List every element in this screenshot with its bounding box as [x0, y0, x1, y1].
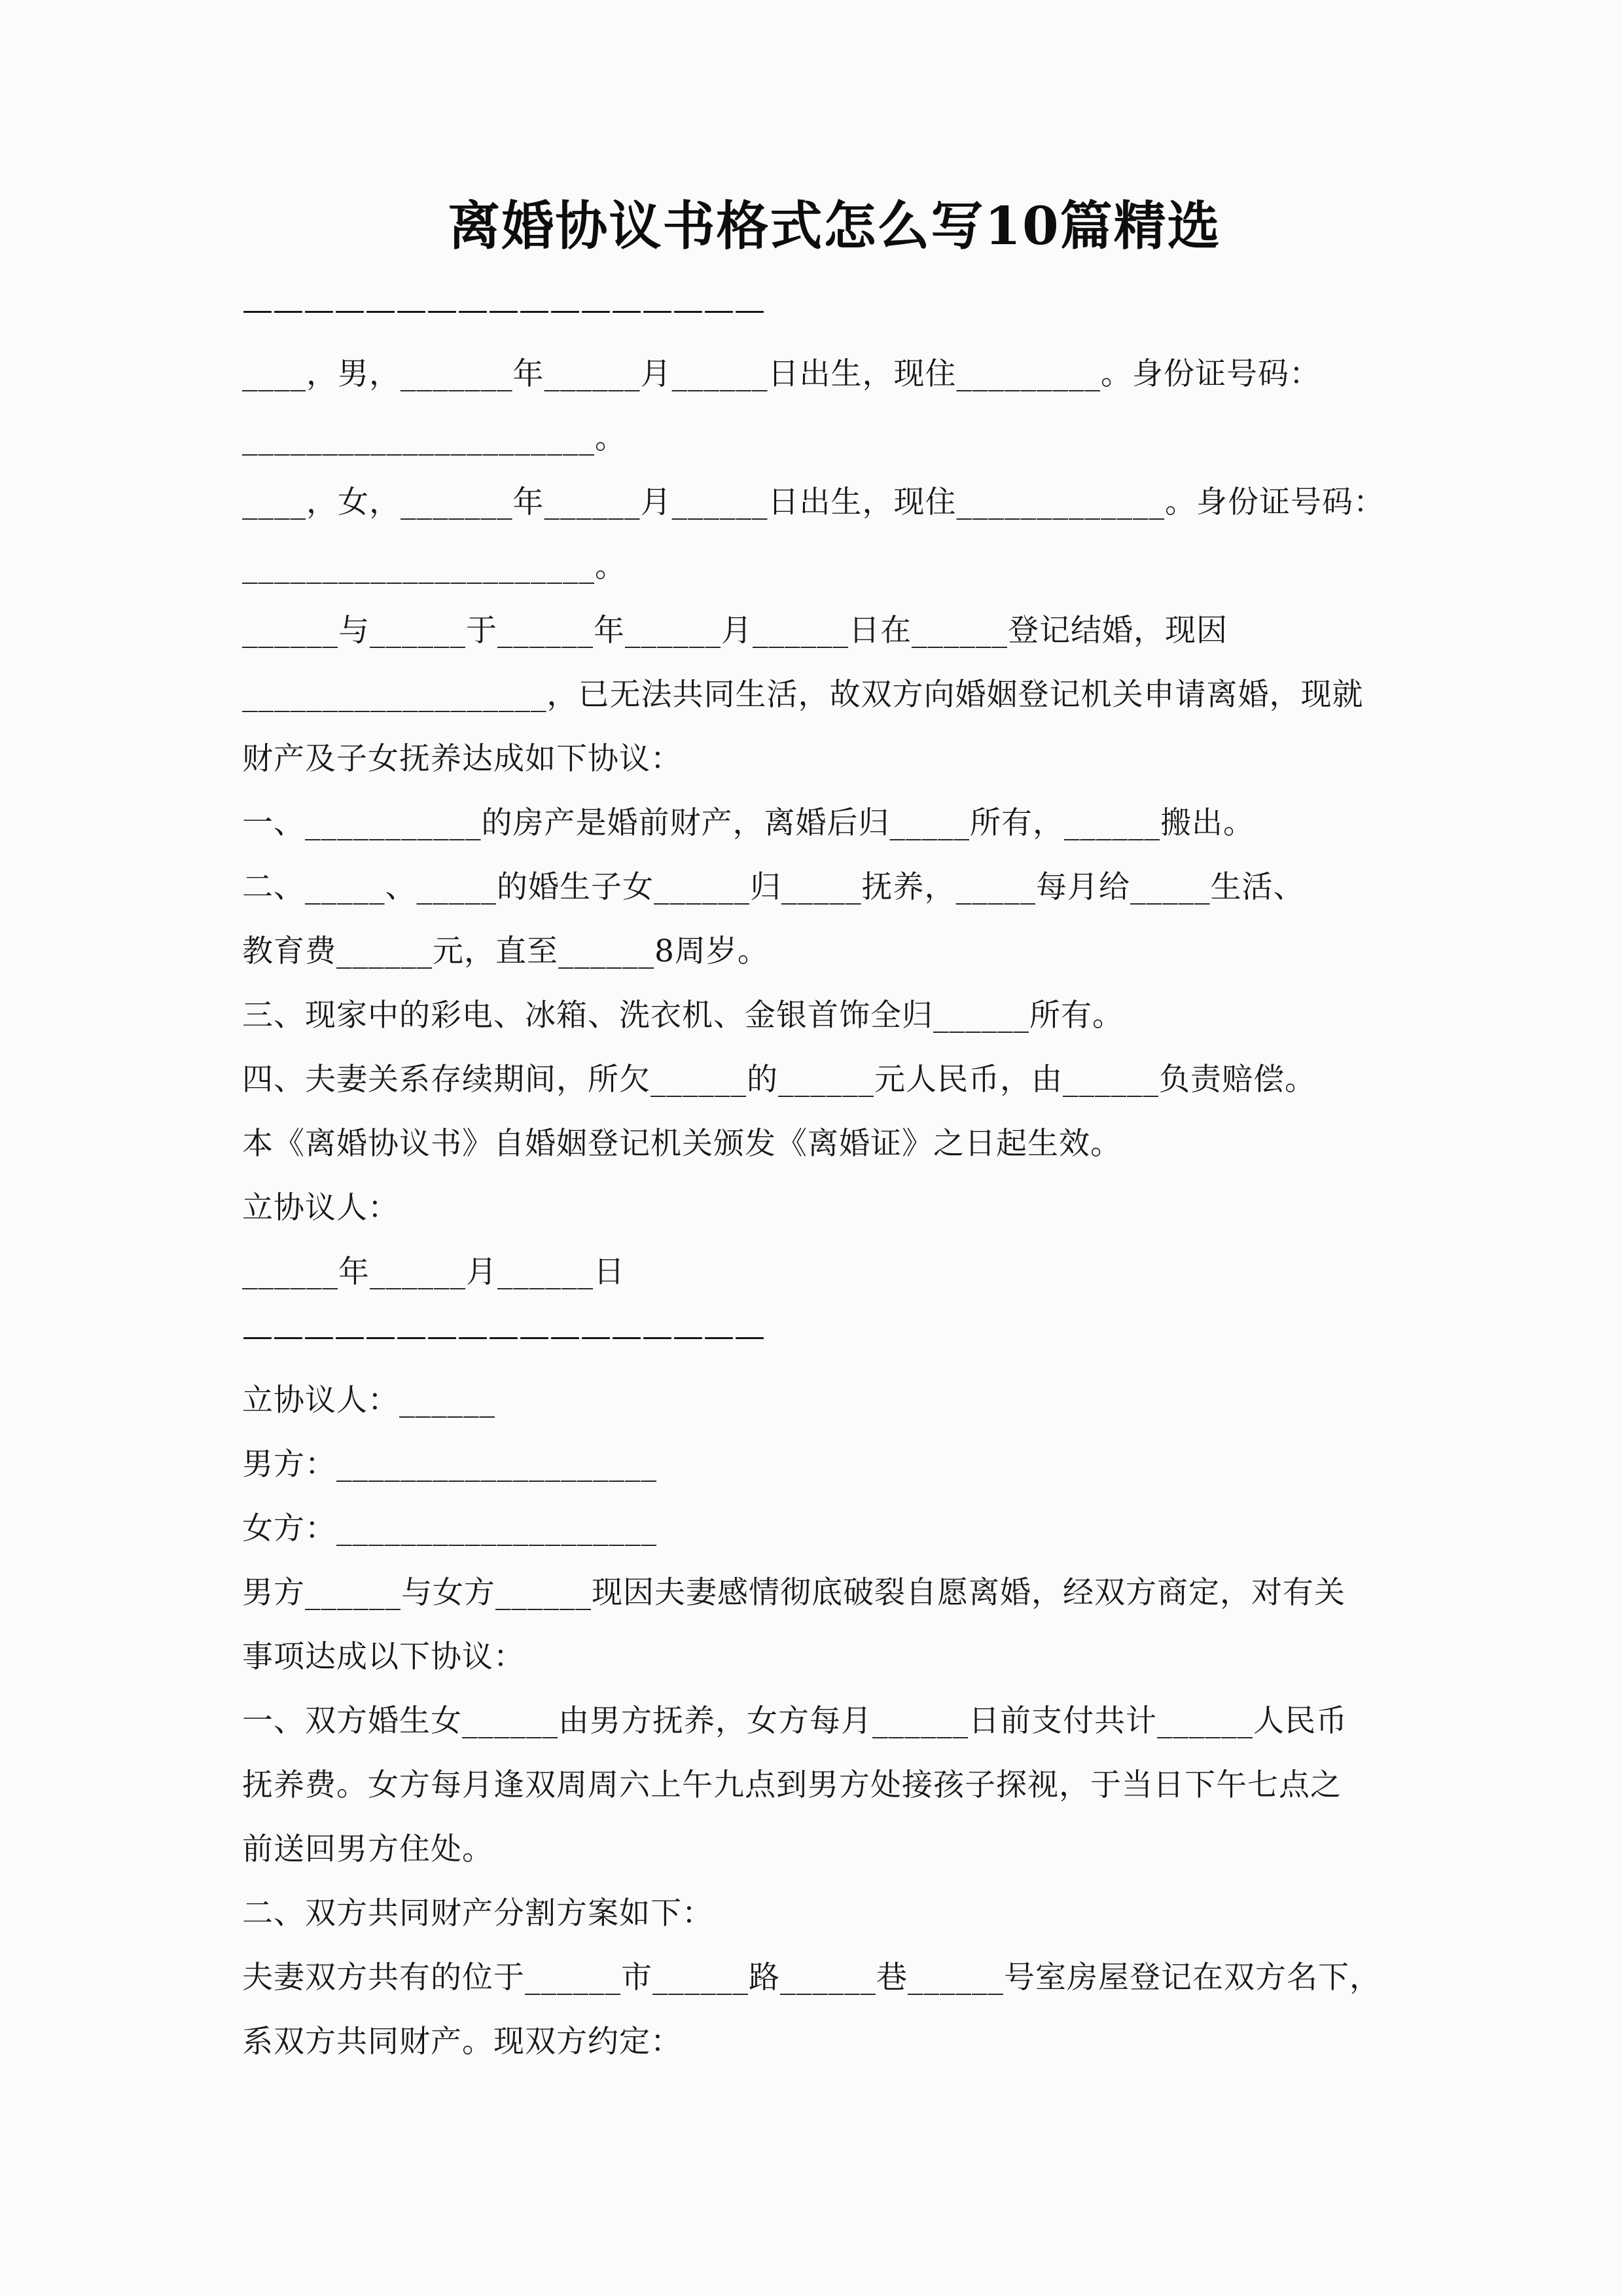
female-signature-line: 女方：____________________ — [242, 1511, 657, 1547]
divorce-reason-line: ___________________，已无法共同生活，故双方向婚姻登记机关申请离婚，现就 — [242, 677, 1364, 713]
male-party-info-line: ____，男，_______年______月______日出生，现住_________。身份证号码： — [242, 356, 1321, 392]
clause-2-custody-line: 二、_____、_____的婚生子女______归_____抚养，_____每月给_____生活、 — [242, 869, 1305, 905]
separator-line: ————————————————— — [242, 1318, 765, 1354]
agreement-items-line: 事项达成以下协议： — [242, 1639, 525, 1675]
house-location-line: 夫妻双方共有的位于______市______路______巷______号室房屋登记在双方名下， — [242, 1960, 1381, 1996]
male-id-blank-line: ______________________。 — [242, 420, 626, 456]
joint-property-line: 系双方共同财产。现双方约定： — [242, 2024, 682, 2060]
signatory-blank-line: 立协议人：______ — [242, 1382, 495, 1418]
clause-1-house-line: 一、___________的房产是婚前财产，离婚后归_____所有，______搬出。 — [242, 805, 1255, 841]
clause-2-property-line: 二、双方共同财产分割方案如下： — [242, 1895, 713, 1931]
clause-1-daughter-line: 一、双方婚生女______由男方抚养，女方每月______日前支付共计______人民币 — [242, 1703, 1347, 1739]
clause-4-debt-line: 四、夫妻关系存续期间，所欠______的______元人民币，由______负责赔偿。 — [242, 1062, 1316, 1098]
page-title: 离婚协议书格式怎么写10篇精选 — [448, 195, 1221, 257]
male-signature-line: 男方：____________________ — [242, 1446, 657, 1482]
marriage-registration-line: ______与______于______年______月______日在______登记结婚，现因 — [242, 613, 1228, 649]
date-blank-line: ______年______月______日 — [242, 1254, 625, 1290]
signatory-label-line: 立协议人： — [242, 1190, 399, 1226]
female-party-info-line: ____，女，_______年______月______日出生，现住_____________。身份证号码： — [242, 484, 1385, 520]
mutual-divorce-line: 男方______与女方______现因夫妻感情彻底破裂自愿离婚，经双方商定，对有关 — [242, 1575, 1346, 1611]
effective-date-line: 本《离婚协议书》自婚姻登记机关颁发《离婚证》之日起生效。 — [242, 1126, 1122, 1162]
document-body — [242, 278, 1427, 2074]
visitation-line: 抚养费。女方每月逢双周周六上午九点到男方处接孩子探视，于当日下午七点之 — [242, 1767, 1342, 1803]
return-home-line: 前送回男方住处。 — [242, 1831, 493, 1867]
female-id-blank-line: ______________________。 — [242, 548, 626, 584]
clause-2-fees-line: 教育费______元，直至______8周岁。 — [242, 933, 769, 969]
separator-line: ————————————————— — [242, 292, 765, 328]
clause-3-appliances-line: 三、现家中的彩电、冰箱、洗衣机、金银首饰全归______所有。 — [242, 997, 1124, 1033]
agreement-intro-line: 财产及子女抚养达成如下协议： — [242, 741, 682, 777]
